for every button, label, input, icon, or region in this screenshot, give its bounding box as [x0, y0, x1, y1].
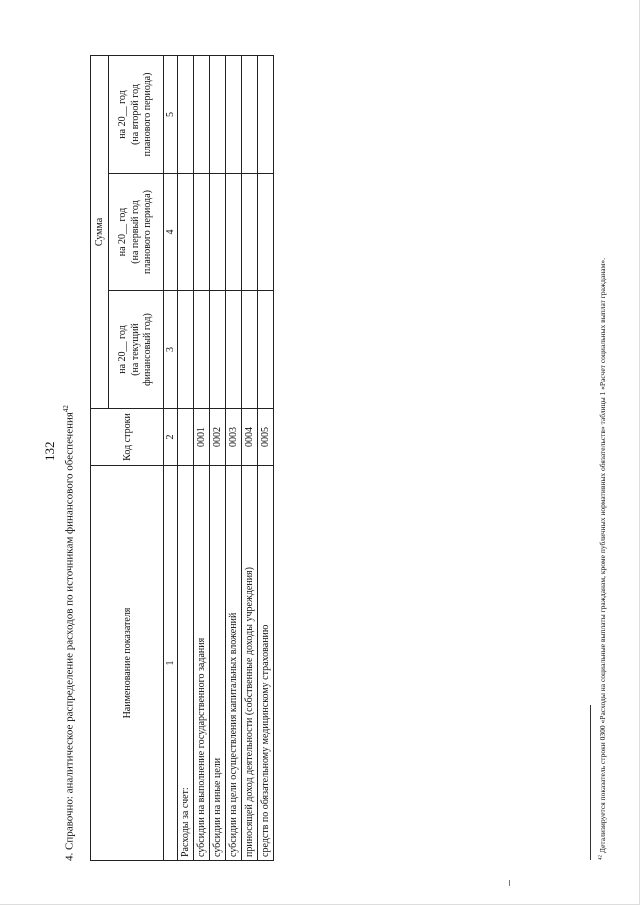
header-first-plan-year: [108, 174, 163, 291]
table-row: [226, 55, 242, 860]
value-cell: [242, 291, 258, 409]
header-col4-line3: планового периода): [142, 190, 154, 274]
value-cell: [194, 174, 210, 291]
expense-distribution-table: [90, 55, 274, 861]
value-cell: [258, 55, 274, 173]
value-cell: [210, 55, 226, 173]
value-cell: [194, 291, 210, 409]
row-name: субсидии на выполнение государственного задания: [194, 466, 210, 861]
value-cell: [226, 55, 242, 173]
value-cell: [178, 55, 194, 173]
table-row: [194, 55, 210, 860]
value-cell: [194, 55, 210, 173]
header-col5-line3: планового периода): [142, 72, 154, 157]
header-row-code: Код строки: [91, 409, 164, 466]
row-name: субсидии на цели осуществления капитальных вложений: [226, 466, 242, 861]
rotated-content: [62, 56, 308, 861]
footnote-marker: 42: [598, 855, 604, 860]
header-col3-line2: (на текущий: [129, 323, 141, 376]
row-code: 0002: [210, 409, 226, 466]
column-number: 1: [164, 466, 178, 861]
row-code: [178, 409, 194, 466]
column-number: 4: [164, 174, 178, 291]
value-cell: [226, 291, 242, 409]
header-indicator-name: Наименование показателя: [91, 466, 164, 861]
header-second-plan-year: [108, 55, 163, 173]
table-row: [242, 55, 258, 860]
footnote-separator: [590, 705, 591, 860]
header-col3-line1: на 20__ год: [117, 325, 129, 374]
value-cell: [242, 174, 258, 291]
column-number: 2: [164, 409, 178, 466]
footnote-text: Детализируется показатель строки 0300 «Расходы на социальные выплаты гражданам, кроме публичных нормативных обязательств» таблицы 1 «Расчет социальных выплат гражданам».: [598, 257, 607, 854]
scan-mark: [509, 880, 510, 886]
row-code: 0001: [194, 409, 210, 466]
value-cell: [210, 291, 226, 409]
row-name: средств по обязательному медицинскому страхованию: [258, 466, 274, 861]
value-cell: [226, 174, 242, 291]
row-code: 0003: [226, 409, 242, 466]
header-col5-line2: (на второй год: [129, 84, 141, 145]
value-cell: [258, 174, 274, 291]
column-number-row: [164, 55, 178, 860]
column-number: 5: [164, 55, 178, 173]
row-name: субсидии на иные цели: [210, 466, 226, 861]
value-cell: [210, 174, 226, 291]
header-col4-line2: (на первый год: [129, 200, 141, 264]
heading-text: 4. Справочно: аналитическое распределение расходов по источникам финансового обеспечения: [63, 412, 76, 861]
value-cell: [258, 291, 274, 409]
header-col4-line1: на 20__ год: [117, 207, 129, 257]
row-name: приносящей доход деятельности (собственные доходы учреждения): [242, 466, 258, 861]
header-col5-line1: на 20__ год: [117, 90, 129, 139]
heading-footnote-ref: 42: [62, 405, 70, 413]
table-row: [258, 55, 274, 860]
row-code: 0004: [242, 409, 258, 466]
page-number: 132: [42, 441, 57, 461]
header-col3-line3: финансовый год): [142, 313, 154, 386]
row-name: Расходы за счет:: [178, 466, 194, 861]
footnote: [598, 258, 607, 860]
value-cell: [178, 291, 194, 409]
row-code: 0005: [258, 409, 274, 466]
header-current-year: [108, 291, 163, 409]
column-number: 3: [164, 291, 178, 409]
table-row: [210, 55, 226, 860]
header-sum: Сумма: [91, 55, 109, 408]
table-row: [178, 55, 194, 860]
value-cell: [178, 174, 194, 291]
value-cell: [242, 55, 258, 173]
section-heading: [62, 405, 76, 861]
